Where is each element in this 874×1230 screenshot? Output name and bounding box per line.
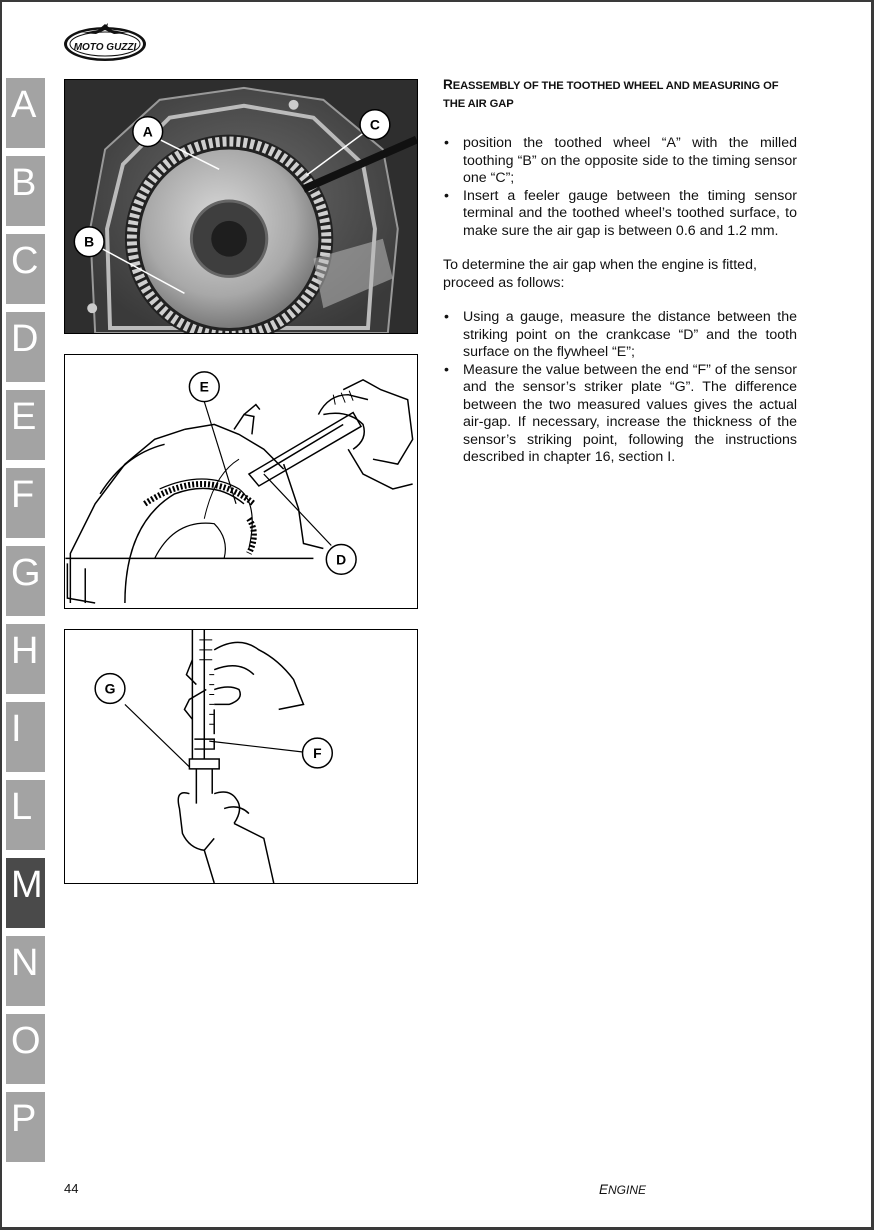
heading-rest: EASSEMBLY OF THE TOOTHED WHEEL AND MEASURING OF THE AIR GAP [443, 80, 779, 110]
bullet-list-1 [443, 135, 797, 240]
tab-f[interactable]: F [6, 468, 45, 538]
tab-m[interactable]: M [6, 858, 45, 928]
tab-l[interactable]: L [6, 780, 45, 850]
svg-text:G: G [104, 680, 116, 697]
text-column [443, 76, 797, 467]
list-item: • Insert a feeler gauge between the timing sensor terminal and the toothed wheel’s toothed surface, to make sure the air gap is between 0.6 and 1.2 mm. [443, 188, 797, 241]
svg-text:D: D [336, 551, 347, 568]
list-item: • position the toothed wheel “A” with the milled toothing “B” on the opposite side to the timing sensor one “C”; [443, 135, 797, 188]
tab-b[interactable]: B [6, 156, 45, 226]
callout-f [303, 738, 333, 768]
tab-i[interactable]: I [6, 702, 45, 772]
svg-text:E: E [199, 378, 209, 395]
bullet-list-2 [443, 309, 797, 467]
list-item: • Using a gauge, measure the distance between the striking point on the crankcase “D” and the tooth surface on the flywheel “E”; [443, 309, 797, 362]
section-heading [443, 76, 797, 113]
callout-d [326, 545, 356, 575]
svg-text:A: A [142, 123, 153, 140]
tab-o[interactable]: O [6, 1014, 45, 1084]
callout-a [133, 117, 163, 147]
figure-gauge-measurement-crankcase [64, 354, 418, 609]
moto-guzzi-logo [62, 20, 148, 64]
callout-e [189, 372, 219, 402]
svg-text:C: C [369, 116, 380, 133]
callout-b [74, 227, 104, 257]
svg-text:F: F [313, 744, 322, 761]
callout-c [360, 110, 390, 140]
logo-text: MOTO GUZZI [73, 42, 137, 53]
tab-n[interactable]: N [6, 936, 45, 1006]
footer-section-title: ENGINE [599, 1182, 647, 1197]
figure-sensor-measurement [64, 629, 418, 884]
list-item: • Measure the value between the end “F” of the sensor and the sensor’s striker plate “G”. The difference between the two measured values gives the actual air-gap. If necessary, increase the thickness of the sensor’s striking point, following the instructions described in chapter 16, section I. [443, 362, 797, 467]
page-number: 44 [64, 1181, 79, 1196]
tab-d[interactable]: D [6, 312, 45, 382]
tab-c[interactable]: C [6, 234, 45, 304]
moto-guzzi-eagle-logo-icon [62, 20, 148, 64]
tab-g[interactable]: G [6, 546, 45, 616]
tab-a[interactable]: A [6, 78, 45, 148]
tab-p[interactable]: P [6, 1092, 45, 1162]
callout-g [95, 674, 125, 704]
intro-paragraph: To determine the air gap when the engine is fitted, proceed as follows: [443, 257, 757, 291]
svg-text:B: B [84, 233, 95, 250]
figure-toothed-wheel-photo [64, 79, 418, 334]
heading-initial: R [443, 77, 453, 92]
tab-e[interactable]: E [6, 390, 45, 460]
tab-h[interactable]: H [6, 624, 45, 694]
